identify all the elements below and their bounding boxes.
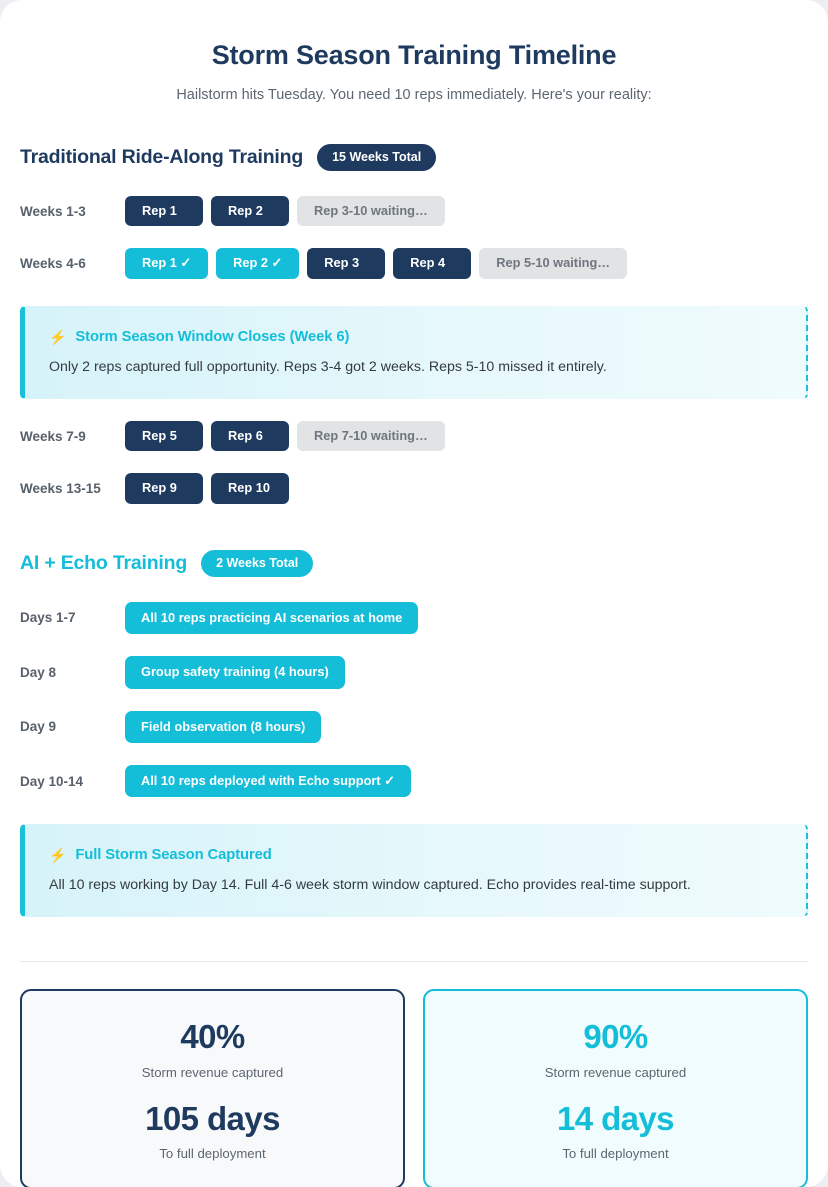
rep-chip[interactable]: Rep 1 [125,196,203,226]
rep-chip[interactable]: Rep 6 [211,421,289,451]
timeline-row-label: Days 1-7 [20,610,76,626]
callout-body: Only 2 reps captured full opportunity. Reps 3-4 got 2 weeks. Reps 5-10 missed it entirely. [49,358,607,375]
echo-activity-chip[interactable]: All 10 reps practicing AI scenarios at home [125,602,418,634]
echo-activity-chip[interactable]: All 10 reps deployed with Echo support ✓ [125,765,411,797]
timeline-row-chips [125,421,445,451]
timeline-row [20,248,808,278]
echo-section-header [20,550,808,577]
stat-spacer [435,1080,796,1101]
callout-body: All 10 reps working by Day 14. Full 4-6 week storm window captured. Echo provides real-time support. [49,877,691,894]
timeline-row-label: Weeks 4-6 [20,256,86,272]
waiting-chip[interactable]: Rep 5-10 waiting… [479,248,627,278]
rep-chip[interactable]: Rep 5 [125,421,203,451]
traditional-section-title: Traditional Ride-Along Training [20,146,304,168]
timeline-row [20,602,808,634]
timeline-row-chips [125,196,445,226]
stat-primary-value: 40% [180,1018,245,1056]
timeline-row-label: Day 8 [20,664,57,680]
timeline-row [20,656,808,688]
timeline-row-label: Day 10-14 [20,773,84,789]
stat-secondary-value: 105 days [145,1099,280,1137]
section-divider [20,961,808,962]
stat-spacer [32,1080,393,1101]
storm-window-callout [20,306,808,399]
page-subtitle: Hailstorm hits Tuesday. You need 10 reps immediately. Here's your reality: [176,87,652,103]
timeline-row [20,196,808,226]
callout-title-row [49,329,782,345]
bolt-icon: ⚡ [49,328,67,345]
timeline-row [20,421,808,451]
rep-chip[interactable]: Rep 2 [211,196,289,226]
timeline-row-chips [125,711,321,743]
echo-activity-chip[interactable]: Field observation (8 hours) [125,711,321,743]
timeline-row [20,711,808,743]
timeline-row-chips [125,248,627,278]
stat-card-echo [423,989,808,1187]
callout-title: Storm Season Window Closes (Week 6) [75,328,350,345]
echo-section-title: AI + Echo Training [20,551,188,574]
timeline-row-chips [125,656,345,688]
timeline-row [20,473,808,503]
callout-title: Full Storm Season Captured [75,847,272,864]
timeline-row-chips [125,473,289,503]
page-title: Storm Season Training Timeline [211,40,617,70]
rep-chip[interactable]: Rep 9 [125,473,203,503]
rep-chip[interactable]: Rep 4 [393,248,471,278]
echo-activity-chip[interactable]: Group safety training (4 hours) [125,656,345,688]
traditional-total-badge: 15 Weeks Total [317,144,436,171]
stat-primary-caption: Storm revenue captured [141,1064,284,1080]
echo-total-badge: 2 Weeks Total [201,550,313,577]
timeline-row-chips [125,765,411,797]
stat-cards [20,989,808,1187]
rep-chip[interactable]: Rep 10 [211,473,289,503]
stat-secondary-caption: To full deployment [562,1145,669,1161]
rep-chip-complete[interactable]: Rep 1 ✓ [125,248,208,278]
stat-secondary-caption: To full deployment [159,1145,266,1161]
timeline-row-label: Weeks 7-9 [20,428,86,444]
timeline-row [20,765,808,797]
stat-primary-value: 90% [583,1018,648,1056]
timeline-row-label: Weeks 1-3 [20,203,86,219]
callout-title-row [49,847,782,863]
bolt-icon: ⚡ [49,847,67,864]
timeline-row-label: Weeks 13-15 [20,480,101,496]
timeline-row-label: Day 9 [20,719,57,735]
full-season-callout [20,824,808,917]
stat-card-traditional [20,989,405,1187]
rep-chip-complete[interactable]: Rep 2 ✓ [216,248,299,278]
stat-primary-caption: Storm revenue captured [544,1064,687,1080]
timeline-row-chips [125,602,418,634]
rep-chip[interactable]: Rep 3 [307,248,385,278]
waiting-chip[interactable]: Rep 3-10 waiting… [297,196,445,226]
stat-secondary-value: 14 days [557,1099,674,1137]
traditional-section-header [20,144,808,171]
waiting-chip[interactable]: Rep 7-10 waiting… [297,421,445,451]
